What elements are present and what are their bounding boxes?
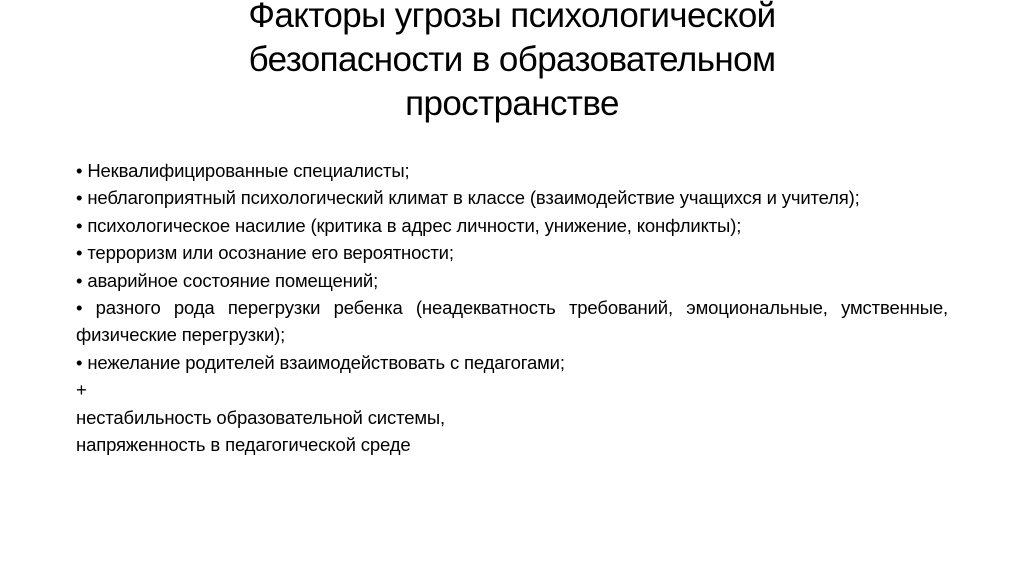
title-line-1: Факторы угрозы психологической: [248, 0, 776, 35]
list-item-psychological-violence: • психологическое насилие (критика в адрес личности, унижение, конфликты);: [76, 214, 742, 236]
list-item-unfavorable-climate: • неблагоприятный психологический климат в классе (взаимодействие учащихся и учителя);: [76, 187, 860, 209]
list-item-parents-reluctance: • нежелание родителей взаимодействовать с педагогами;: [76, 351, 565, 373]
list-item-terrorism: • терроризм или осознание его вероятности;: [76, 242, 454, 264]
list-item-child-overload: • разного рода перегрузки ребенка (неадекватность требований, эмоциональные, умственные, физические перегрузки);: [76, 297, 948, 346]
title-line-2: безопасности в образовательном: [248, 40, 776, 79]
list-item-emergency-premises: • аварийное состояние помещений;: [76, 269, 379, 291]
list-item-teacher-tension: напряженность в педагогической среде: [76, 434, 411, 456]
list-item-plus: +: [76, 379, 87, 401]
slide-title: [150, 0, 874, 126]
title-line-3: пространстве: [405, 84, 619, 123]
factor-list: [76, 157, 948, 458]
list-item-system-instability: нестабильность образовательной системы,: [76, 406, 446, 428]
list-item-unqualified-specialists: • Неквалифицированные специалисты;: [76, 160, 410, 181]
